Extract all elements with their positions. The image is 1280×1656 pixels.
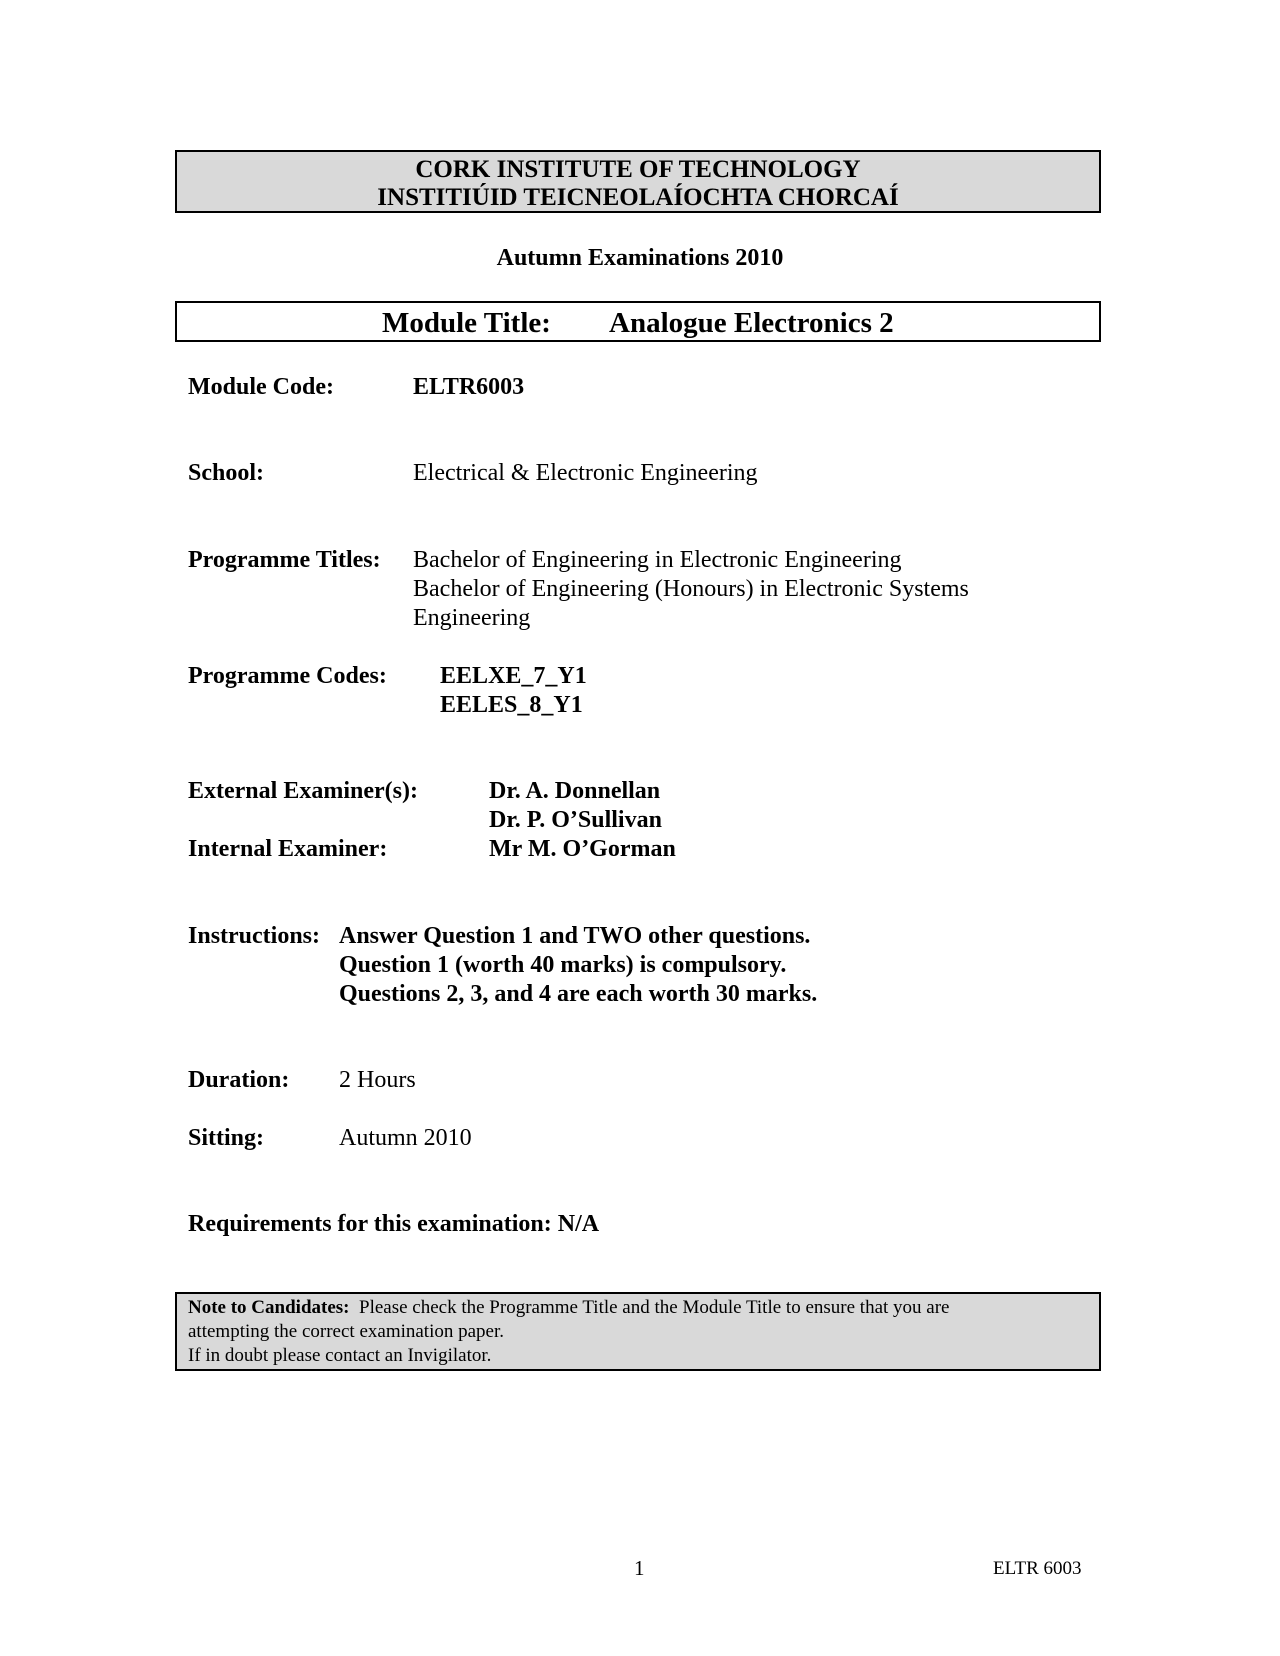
instruction-line: Questions 2, 3, and 4 are each worth 30 marks. xyxy=(339,981,818,1007)
external-examiners-list xyxy=(489,777,662,835)
school-value: Electrical & Electronic Engineering xyxy=(413,460,758,486)
programme-code: EELES_8_Y1 xyxy=(440,692,583,718)
note-line xyxy=(188,1296,1089,1320)
programme-title-line: Bachelor of Engineering in Electronic Engineering xyxy=(413,547,902,573)
note-to-candidates-box xyxy=(175,1292,1101,1371)
duration-value: 2 Hours xyxy=(339,1067,416,1093)
programme-codes-label: Programme Codes: xyxy=(188,663,387,689)
note-label: Note to Candidates: xyxy=(188,1297,350,1318)
instruction-line: Question 1 (worth 40 marks) is compulsory. xyxy=(339,952,787,978)
programme-code: EELXE_7_Y1 xyxy=(440,663,587,689)
internal-examiner-label: Internal Examiner: xyxy=(188,836,388,862)
module-title-box xyxy=(175,301,1101,342)
requirements-text: Requirements for this examination: N/A xyxy=(188,1211,600,1237)
programme-codes-list xyxy=(440,662,587,720)
external-examiner-name: Dr. A. Donnellan xyxy=(489,778,661,804)
module-code-label: Module Code: xyxy=(188,374,334,400)
footer-module-reference: ELTR 6003 xyxy=(993,1558,1082,1579)
internal-examiner-name: Mr M. O’Gorman xyxy=(489,836,676,862)
institute-name-irish: INSTITIÚID TEICNEOLAÍOCHTA CHORCAÍ xyxy=(377,184,899,211)
module-code-value: ELTR6003 xyxy=(413,374,525,400)
programme-titles-list xyxy=(413,546,969,633)
instruction-line: Answer Question 1 and TWO other questions. xyxy=(339,923,811,949)
page-number: 1 xyxy=(634,1556,645,1580)
note-text: Please check the Programme Title and the Module Title to ensure that you are xyxy=(359,1297,950,1318)
sitting-label: Sitting: xyxy=(188,1125,265,1151)
school-label: School: xyxy=(188,460,265,486)
note-line: attempting the correct examination paper. xyxy=(188,1321,505,1342)
sitting-value: Autumn 2010 xyxy=(339,1125,472,1151)
instructions-label: Instructions: xyxy=(188,923,321,949)
external-examiners-label: External Examiner(s): xyxy=(188,778,418,804)
programme-title-line: Engineering xyxy=(413,605,531,631)
institute-name-english: CORK INSTITUTE OF TECHNOLOGY xyxy=(415,156,861,183)
instructions-list xyxy=(339,922,817,1009)
note-line: If in doubt please contact an Invigilator. xyxy=(188,1345,492,1366)
module-title-label: Module Title: xyxy=(382,307,551,339)
module-title-value: Analogue Electronics 2 xyxy=(609,307,894,339)
programme-title-line: Bachelor of Engineering (Honours) in Electronic Systems xyxy=(413,576,969,602)
exam-session-title: Autumn Examinations 2010 xyxy=(496,245,784,271)
duration-label: Duration: xyxy=(188,1067,290,1093)
external-examiner-name: Dr. P. O’Sullivan xyxy=(489,807,662,833)
institute-header-box xyxy=(175,150,1101,213)
programme-titles-label: Programme Titles: xyxy=(188,547,381,573)
